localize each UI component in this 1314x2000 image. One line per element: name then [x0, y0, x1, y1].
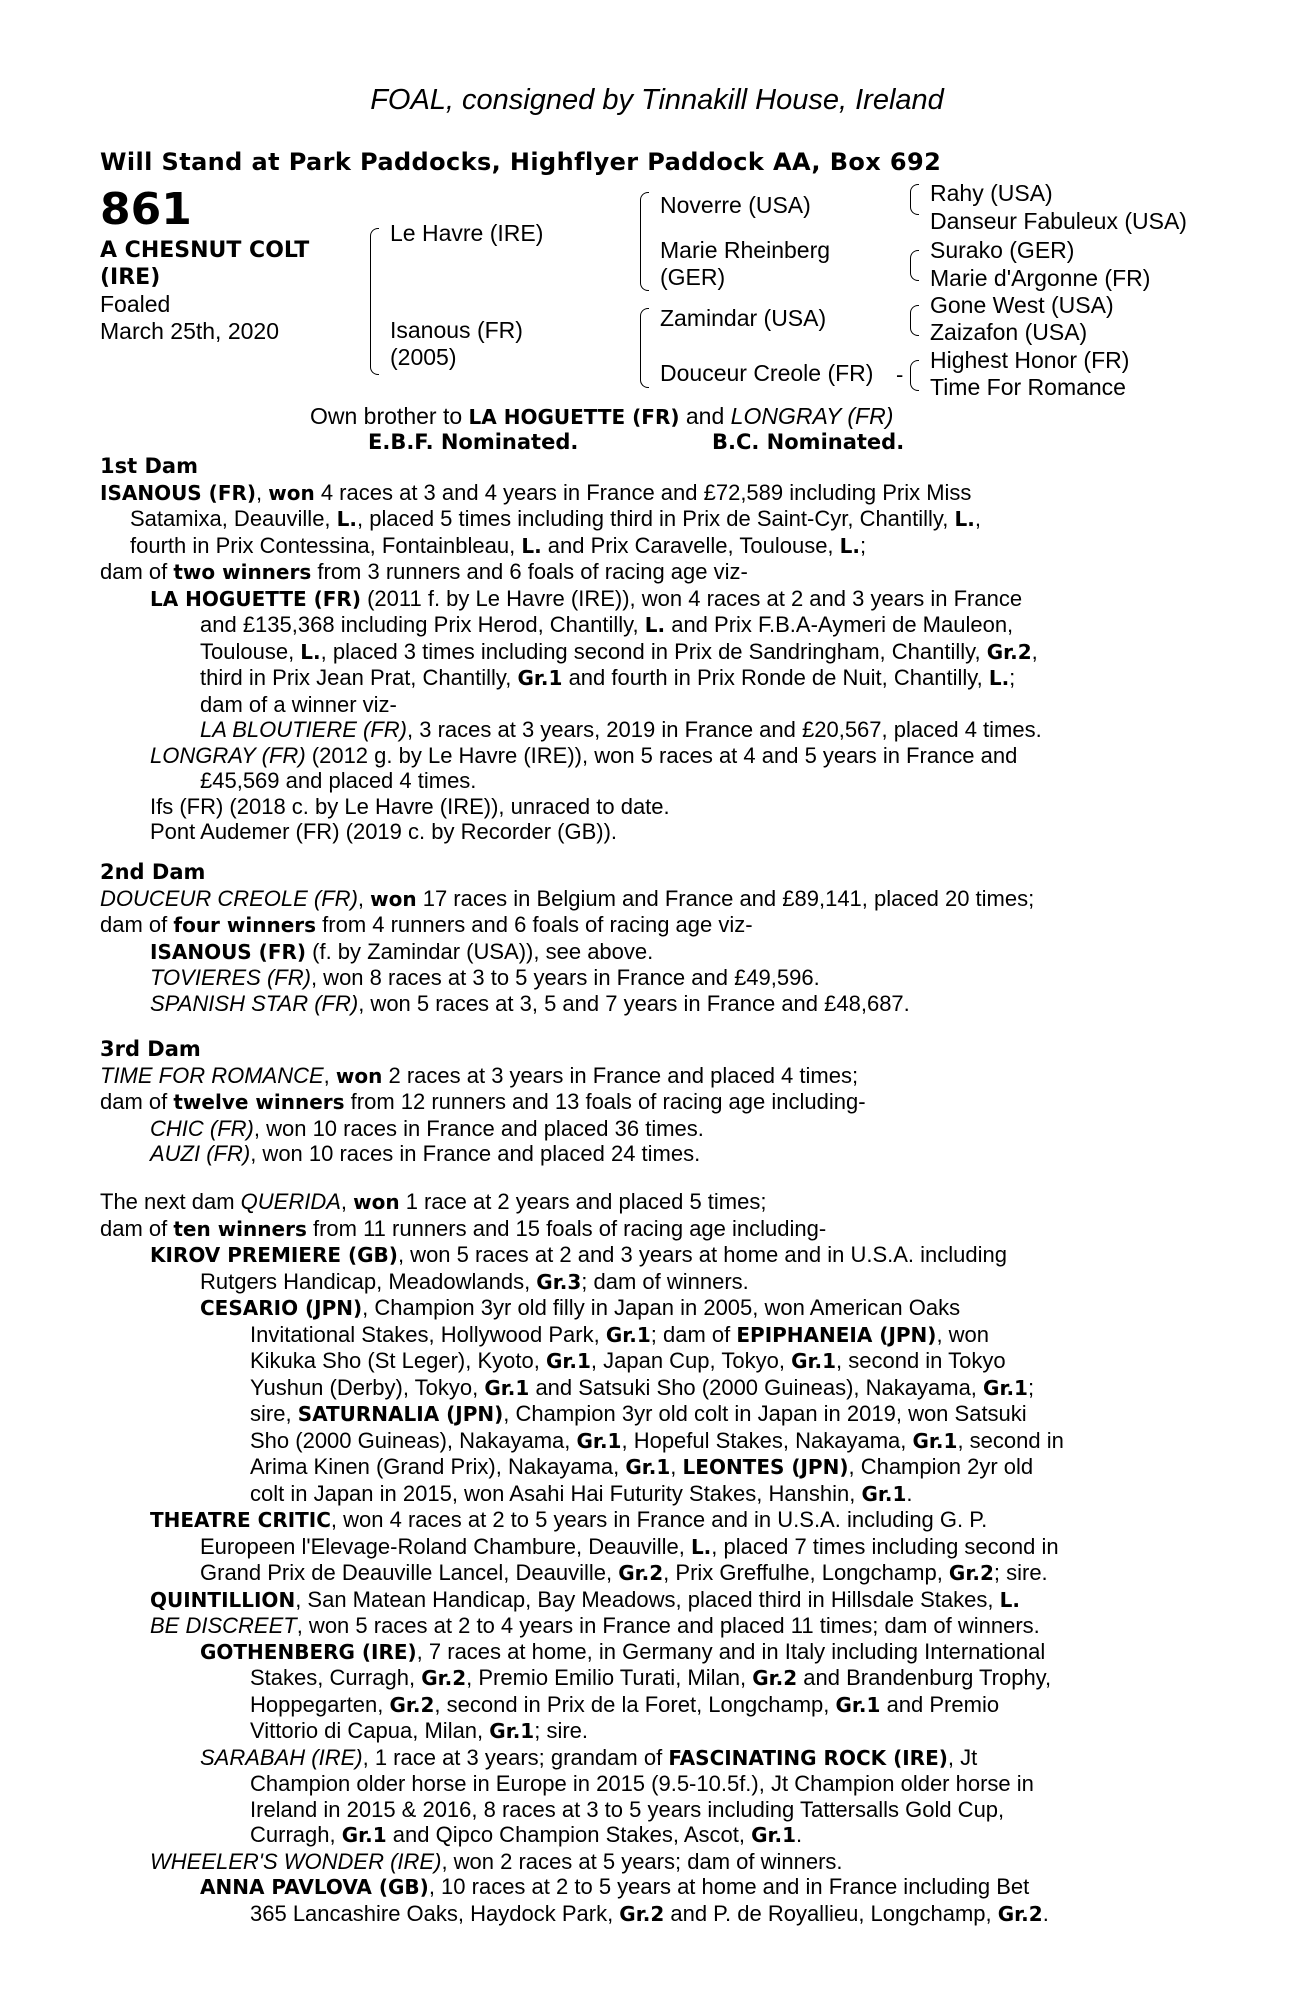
text-line: TIME FOR ROMANCE, won 2 races at 3 years in France and placed 4 times;: [100, 1062, 859, 1088]
third-dam-section: [100, 1037, 866, 1167]
text-line: GOTHENBERG (IRE), 7 races at home, in Germany and in Italy including International: [200, 1638, 1046, 1664]
text-line: 365 Lancashire Oaks, Haydock Park, Gr.2 and P. de Royallieu, Longchamp, Gr.2.: [250, 1900, 1049, 1926]
brace-3a: [910, 184, 919, 199]
brace-sd: [640, 230, 649, 291]
text-line: Sho (2000 Guineas), Nakayama, Gr.1, Hopeful Stakes, Nakayama, Gr.1, second in: [250, 1427, 1064, 1453]
gg-dam-1: Danseur Fabuleux (USA): [930, 208, 1187, 234]
text-line: dam of a winner viz-: [200, 691, 397, 717]
lot-number: 861: [100, 184, 192, 235]
text-line: third in Prix Jean Prat, Chantilly, Gr.1 and fourth in Prix Ronde de Nuit, Chantilly, L.;: [200, 665, 1016, 690]
brace-3f: [910, 318, 919, 336]
gg-dam-3: Zaizafon (USA): [930, 319, 1088, 345]
brace-ss: [640, 192, 649, 231]
dam-sire: Zamindar (USA): [660, 305, 827, 331]
text-line: Satamixa, Deauville, L., placed 5 times including third in Prix de Saint-Cyr, Chantilly, L.,: [130, 506, 981, 531]
second-dam-section: [100, 860, 1034, 1016]
text-line: LA HOGUETTE (FR) (2011 f. by Le Havre (IRE)), won 4 races at 2 and 3 years in France: [150, 585, 1023, 611]
text-line: Vittorio di Capua, Milan, Gr.1; sire.: [250, 1718, 589, 1743]
text-line: SPANISH STAR (FR), won 5 races at 3, 5 and 7 years in France and £48,687.: [150, 990, 910, 1016]
text-line: £45,569 and placed 4 times.: [200, 768, 477, 793]
brace-dd: [640, 342, 649, 388]
text-line: Yushun (Derby), Tokyo, Gr.1 and Satsuki Sho (2000 Guineas), Nakayama, Gr.1;: [250, 1374, 1035, 1400]
brace-ds: [640, 308, 649, 343]
brace-tick: ‑: [896, 362, 904, 387]
text-line: Toulouse, L., placed 3 times including second in Prix de Sandringham, Chantilly, Gr.2,: [200, 638, 1038, 664]
text-line: THEATRE CRITIC, won 4 races at 2 to 5 years in France and in U.S.A. including G. P.: [150, 1507, 988, 1532]
brace-sire-top: [370, 228, 379, 287]
text-line: ISANOUS (FR) (f. by Zamindar (USA)), see above.: [150, 938, 654, 964]
section-heading: 1st Dam: [100, 454, 198, 478]
text-line: Rutgers Handicap, Meadowlands, Gr.3; dam of winners.: [200, 1268, 749, 1294]
gg-dam-2: Marie d'Argonne (FR): [930, 265, 1151, 291]
text-line: dam of four winners from 4 runners and 6 foals of racing age viz-: [100, 912, 753, 937]
text-line: WHEELER'S WONDER (IRE), won 2 races at 5 years; dam of winners.: [150, 1848, 843, 1874]
sire-name: Le Havre (IRE): [390, 220, 544, 246]
dam-year: (2005): [390, 344, 457, 370]
brace-dam-bottom: [370, 286, 379, 375]
stand-location: Will Stand at Park Paddocks, Highflyer Paddock AA, Box 692: [100, 148, 942, 176]
dam-dam: Douceur Creole (FR): [660, 360, 874, 386]
text-line: dam of two winners from 3 runners and 6 foals of racing age viz-: [100, 559, 748, 584]
text-line: Champion older horse in Europe in 2015 (9.5-10.5f.), Jt Champion older horse in: [250, 1771, 1034, 1796]
text-line: and £135,368 including Prix Herod, Chantilly, L. and Prix F.B.A-Aymeri de Mauleon,: [200, 612, 1014, 637]
text-line: CHIC (FR), won 10 races in France and placed 36 times.: [150, 1115, 704, 1141]
page-title: FOAL, consigned by Tinnakill House, Ireland: [370, 84, 944, 116]
gg-sire-3: Gone West (USA): [930, 292, 1114, 318]
brace-3b: [910, 198, 919, 215]
brace-3h: [910, 374, 919, 391]
text-line: ANNA PAVLOVA (GB), 10 races at 2 to 5 years at home and in France including Bet: [200, 1874, 1030, 1899]
first-dam-section: [100, 454, 1206, 845]
text-line: BE DISCREET, won 5 races at 2 to 4 years in France and placed 11 times; dam of winners.: [150, 1613, 1040, 1638]
text-line: DOUCEUR CREOLE (FR), won 17 races in Belgium and France and £89,141, placed 20 times;: [100, 885, 1035, 911]
sire-sire: Noverre (USA): [660, 192, 811, 218]
text-line: Arima Kinen (Grand Prix), Nakayama, Gr.1, LEONTES (JPN), Champion 2yr old: [250, 1454, 1034, 1479]
text-line: sire, SATURNALIA (JPN), Champion 3yr old colt in Japan in 2019, won Satsuki: [250, 1401, 1027, 1426]
text-line: Europeen l'Elevage-Roland Chambure, Deauville, L., placed 7 times including second in: [200, 1533, 1059, 1559]
text-line: LONGRAY (FR) (2012 g. by Le Havre (IRE)), won 5 races at 4 and 5 years in France and: [150, 742, 1018, 768]
foaled-date: March 25th, 2020: [100, 318, 280, 344]
gg-sire-4: Highest Honor (FR): [930, 347, 1130, 373]
text-line: AUZI (FR), won 10 races in France and placed 24 times.: [150, 1141, 701, 1166]
text-line: CESARIO (JPN), Champion 3yr old filly in Japan in 2005, won American Oaks: [200, 1295, 961, 1320]
text-line: dam of ten winners from 11 runners and 15 foals of racing age including-: [100, 1215, 827, 1241]
brace-3e: [910, 305, 919, 319]
foaled-label: Foaled: [100, 291, 171, 317]
section-heading: 3rd Dam: [100, 1037, 201, 1061]
text-line: Kikuka Sho (St Leger), Kyoto, Gr.1, Japan Cup, Tokyo, Gr.1, second in Tokyo: [250, 1348, 1006, 1373]
text-line: Ireland in 2015 & 2016, 8 races at 3 to 5 years including Tattersalls Gold Cup,: [250, 1796, 1005, 1822]
sire-dam: Marie Rheinberg: [660, 237, 831, 263]
text-line: colt in Japan in 2015, won Asahi Hai Futurity Stakes, Hanshin, Gr.1.: [250, 1480, 913, 1506]
text-line: Ifs (FR) (2018 c. by Le Havre (IRE)), unraced to date.: [150, 793, 670, 819]
section-heading: 2nd Dam: [100, 860, 206, 884]
next-dam-section: [100, 1189, 1064, 1927]
sire-dam-origin: (GER): [660, 264, 726, 290]
text-line: TOVIERES (FR), won 8 races at 3 to 5 years in France and £49,596.: [150, 965, 820, 990]
text-line: KIROV PREMIERE (GB), won 5 races at 2 and 3 years at home and in U.S.A. including: [150, 1242, 1007, 1267]
brace-3d: [910, 263, 919, 281]
text-line: dam of twelve winners from 12 runners and 13 foals of racing age including-: [100, 1089, 866, 1114]
gg-dam-4: Time For Romance: [930, 374, 1126, 400]
lot-origin: (IRE): [100, 265, 161, 290]
lot-description: A CHESNUT COLT: [100, 238, 310, 263]
text-line: ISANOUS (FR), won 4 races at 3 and 4 years in France and £72,589 including Prix Miss: [100, 479, 972, 505]
text-line: The next dam QUERIDA, won 1 race at 2 years and placed 5 times;: [100, 1189, 767, 1214]
text-line: QUINTILLION, San Matean Handicap, Bay Meadows, placed third in Hillsdale Stakes, L.: [150, 1586, 1020, 1612]
text-line: Curragh, Gr.1 and Qipco Champion Stakes, Ascot, Gr.1.: [250, 1822, 803, 1847]
ebf-nominated: E.B.F. Nominated.: [368, 430, 579, 454]
brace-3g: [910, 360, 919, 375]
dam-name: Isanous (FR): [390, 317, 523, 343]
text-line: Pont Audemer (FR) (2019 c. by Recorder (GB)).: [150, 819, 618, 844]
text-line: SARABAH (IRE), 1 race at 3 years; grandam of FASCINATING ROCK (IRE), Jt: [200, 1744, 978, 1770]
text-line: Grand Prix de Deauville Lancel, Deauville, Gr.2, Prix Greffulhe, Longchamp, Gr.2; sire.: [200, 1560, 1048, 1585]
gg-sire-1: Rahy (USA): [930, 180, 1053, 206]
text-line: fourth in Prix Contessina, Fontainbleau, L. and Prix Caravelle, Toulouse, L.;: [130, 532, 867, 558]
text-line: Invitational Stakes, Hollywood Park, Gr.1; dam of EPIPHANEIA (JPN), won: [250, 1321, 990, 1347]
text-line: Stakes, Curragh, Gr.2, Premio Emilio Turati, Milan, Gr.2 and Brandenburg Trophy,: [250, 1665, 1052, 1690]
gg-sire-2: Surako (GER): [930, 237, 1075, 263]
text-line: Hoppegarten, Gr.2, second in Prix de la Foret, Longchamp, Gr.1 and Premio: [250, 1691, 1000, 1717]
brace-3c: [910, 250, 919, 264]
own-brother-line: Own brother to LA HOGUETTE (FR) and LONGRAY (FR): [310, 403, 894, 429]
text-line: LA BLOUTIERE (FR), 3 races at 3 years, 2019 in France and £20,567, placed 4 times.: [200, 717, 1042, 742]
bc-nominated: B.C. Nominated.: [712, 430, 905, 454]
